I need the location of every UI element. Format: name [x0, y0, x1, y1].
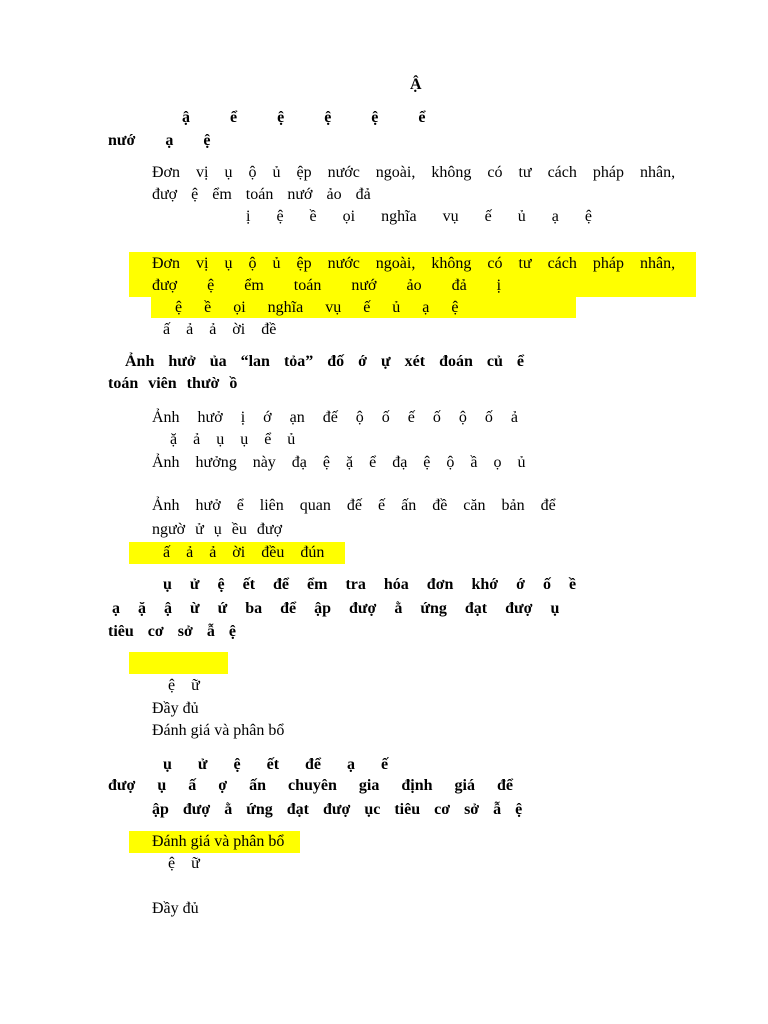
q2-option-c-line-1[interactable]: Ảnh hưở ể liên quan đế ế ấn đề căn bản để [152, 497, 556, 514]
q4-question-line-2: đượ ụ ấ ợ ấn chuyên gia định giá để [108, 777, 513, 794]
q3-option-c[interactable]: Đầy đủ [152, 700, 199, 717]
q4-question-line-3: ập đượ ằ ứng đạt đượ ục tiêu cơ sở ẫ ệ [152, 801, 523, 818]
q1-option-b-line-2: đượ ệ ểm toán nướ ảo đả ị [152, 277, 502, 294]
q3-option-b[interactable]: ệ ữ [168, 677, 200, 694]
q2-question-line-2: toán viên thườ ồ [108, 375, 238, 392]
q3-question-line-2: ạ ặ ậ ừ ứ ba để ập đượ ằ ứng đạt đượ ụ [112, 600, 560, 617]
q1-option-b-line-1[interactable]: Đơn vị ụ ộ ủ ệp nước ngoài, không có tư cách pháp nhân, [152, 255, 676, 272]
q1-option-a-line-1[interactable]: Đơn vị ụ ộ ủ ệp nước ngoài, không có tư cách pháp nhân, [152, 164, 676, 181]
q4-question-line-1: ụ ử ệ ết để ạ ế [163, 756, 389, 773]
q2-option-a-line-1[interactable]: Ảnh hưở ị ớ ạn đế ộ ố ế ố ộ ố ả [152, 409, 518, 426]
q1-option-a-line-3: ị ệ ề ọi nghĩa vụ ế ủ ạ ệ [246, 208, 592, 225]
q3-question-line-1: ụ ử ệ ết để ểm tra hóa đơn khớ ớ ố ề [163, 576, 577, 593]
highlight-q3-option-a [129, 652, 228, 674]
q2-option-a-line-2: ặ ả ụ ụ ể ủ [170, 431, 296, 448]
q1-question-line-1: ậ ể ệ ệ ệ ể [182, 109, 426, 126]
q1-question-line-2: nướ ạ ệ [108, 132, 211, 149]
page-title: Ậ [410, 76, 422, 93]
q2-option-c-line-2: ngườ ử ụ ều đượ [152, 521, 283, 538]
q3-option-d[interactable]: Đánh giá và phân bổ [152, 722, 285, 739]
q1-option-a-line-2: đượ ệ ểm toán nướ ảo đả [152, 186, 371, 203]
q1-option-c[interactable]: ấ ả ả ời đề [163, 321, 277, 338]
q2-question-line-1: Ảnh hưở ủa “lan tỏa” đố ớ ự xét đoán củ ể [125, 353, 524, 370]
q1-option-b-line-3: ệ ề ọi nghĩa vụ ế ủ ạ ệ [175, 299, 459, 316]
q4-option-a[interactable]: Đánh giá và phân bổ [152, 833, 285, 850]
q3-question-line-3: tiêu cơ sở ẫ ệ [108, 623, 236, 640]
q4-option-c[interactable]: Đầy đủ [152, 900, 199, 917]
q2-option-b[interactable]: Ảnh hưởng này đạ ệ ặ ể đạ ệ ộ ầ ọ ủ [152, 454, 526, 471]
q4-option-b[interactable]: ệ ữ [168, 855, 200, 872]
q2-option-d[interactable]: ấ ả ả ời đều đún [163, 544, 325, 561]
